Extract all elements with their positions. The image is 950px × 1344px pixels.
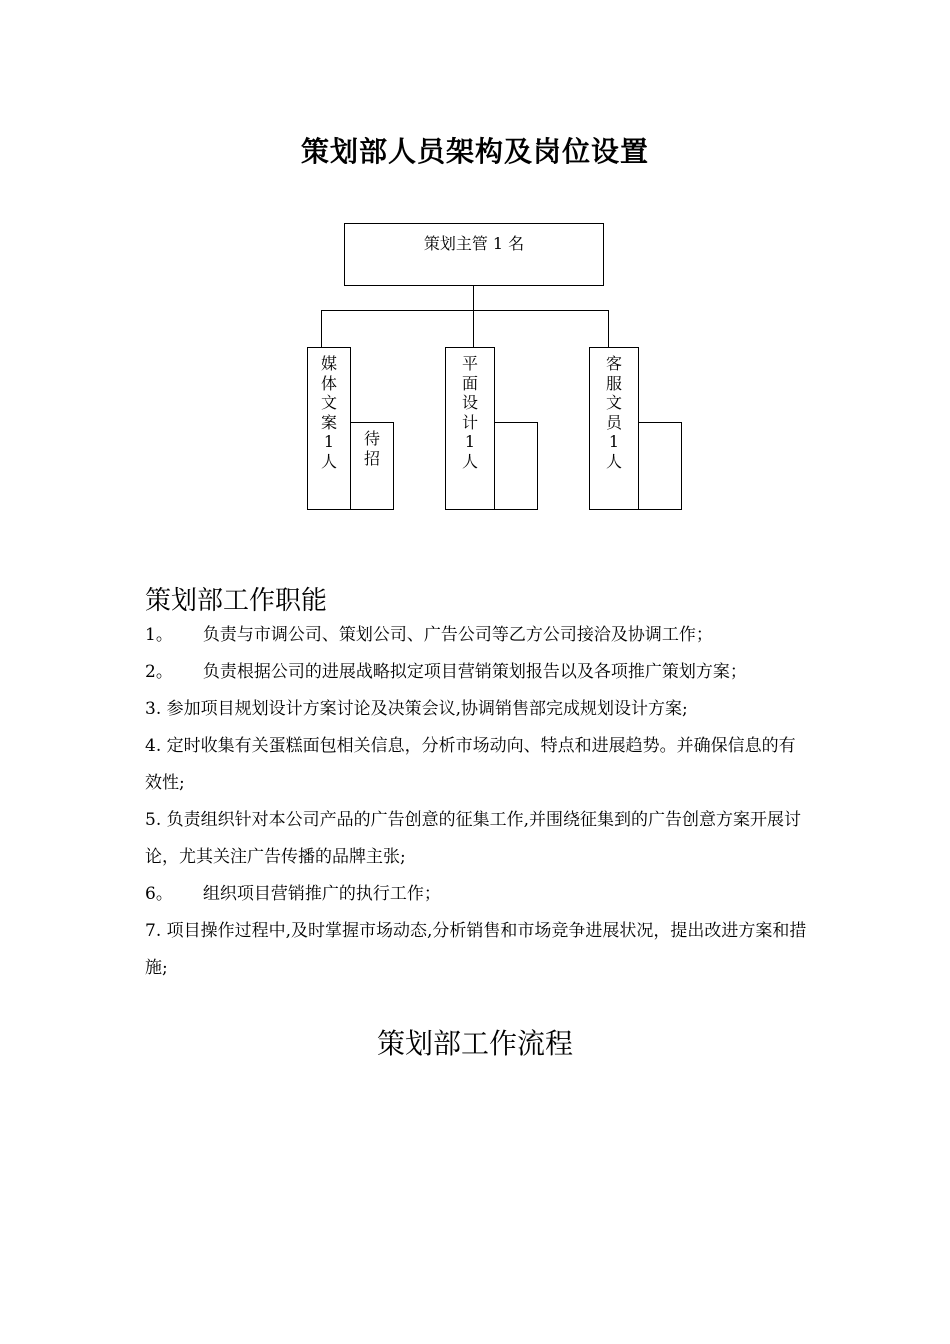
item-text: 组织项目营销推广的执行工作； <box>202 884 441 904</box>
connector-left <box>321 310 322 347</box>
org-side-box-empty <box>638 422 682 510</box>
connector-middle <box>473 310 474 347</box>
org-unit-char: 客 <box>605 354 622 373</box>
org-unit-char: 人 <box>320 451 337 471</box>
connector-right <box>608 310 609 347</box>
org-unit-char: 设 <box>461 393 478 412</box>
connector-horizontal <box>321 310 609 311</box>
org-unit-char: 文 <box>605 393 622 412</box>
org-unit-char: 1 <box>464 432 476 451</box>
list-item <box>145 876 810 913</box>
functions-list <box>145 617 810 987</box>
org-unit-char: 人 <box>605 451 622 471</box>
org-top-box <box>344 223 604 286</box>
org-unit-char: 体 <box>320 373 337 393</box>
org-unit-char: 1 <box>323 432 335 451</box>
org-unit-char: 媒 <box>320 354 337 373</box>
org-unit-char: 服 <box>605 373 622 393</box>
org-unit-char: 面 <box>461 373 478 393</box>
list-item <box>145 802 810 876</box>
org-unit-char: 员 <box>605 412 622 432</box>
item-number: 1。 <box>145 625 173 645</box>
org-unit-char: 计 <box>461 412 478 432</box>
org-top-label: 策划主管 1 名 <box>423 234 525 253</box>
list-item <box>145 654 810 691</box>
item-number: 6。 <box>145 884 173 904</box>
org-side-box-vacant <box>350 422 394 510</box>
org-unit-graphic-design <box>445 347 495 510</box>
item-text: 7. 项目操作过程中,及时掌握市场动态,分析销售和市场竞争进展状况，提出改进方案和措施; <box>145 921 807 978</box>
flow-title: 策划部工作流程 <box>376 1027 573 1060</box>
functions-title: 策划部工作职能 <box>145 586 328 616</box>
org-unit-char: 案 <box>320 412 337 432</box>
org-unit-char: 平 <box>461 354 478 373</box>
org-unit-char: 人 <box>461 451 478 471</box>
item-text: 4. 定时收集有关蛋糕面包相关信息，分析市场动向、特点和进展趋势。并确保信息的有效性; <box>145 736 796 793</box>
list-item <box>145 913 810 987</box>
item-number: 2。 <box>145 662 173 682</box>
org-unit-char: 1 <box>608 432 620 451</box>
org-unit-customer-service <box>589 347 639 510</box>
org-unit-char: 文 <box>320 393 337 412</box>
page-title: 策划部人员架构及岗位设置 <box>300 135 649 168</box>
item-text: 5. 负责组织针对本公司产品的广告创意的征集工作,并围绕征集到的广告创意方案开展讨论，尤其关注广告传播的品牌主张; <box>145 810 802 867</box>
list-item <box>145 728 810 802</box>
org-side-char: 待 <box>363 429 380 448</box>
list-item <box>145 691 810 728</box>
item-text: 负责根据公司的进展战略拟定项目营销策划报告以及各项推广策划方案； <box>202 662 747 682</box>
org-side-box-empty <box>494 422 538 510</box>
list-item <box>145 617 810 654</box>
connector-trunk <box>473 286 474 311</box>
item-text: 负责与市调公司、策划公司、广告公司等乙方公司接洽及协调工作； <box>202 625 713 645</box>
org-side-char: 招 <box>363 448 380 468</box>
org-unit-media-copy <box>307 347 351 510</box>
item-text: 3. 参加项目规划设计方案讨论及决策会议,协调销售部完成规划设计方案; <box>145 699 688 719</box>
